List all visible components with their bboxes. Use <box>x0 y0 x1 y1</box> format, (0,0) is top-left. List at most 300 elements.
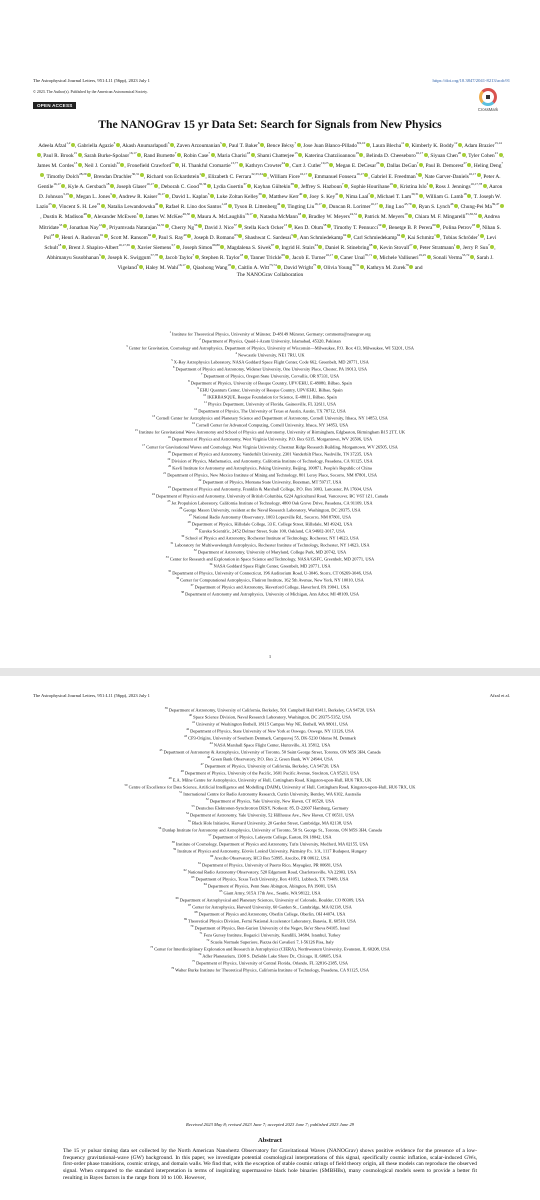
affiliation-item <box>40 562 500 569</box>
orcid-icon[interactable] <box>187 234 191 238</box>
author-affiliation-ref: 27 <box>409 242 413 247</box>
affiliation-item <box>40 414 500 421</box>
orcid-icon[interactable] <box>55 234 59 238</box>
orcid-icon[interactable] <box>302 214 306 218</box>
orcid-icon[interactable] <box>373 255 377 259</box>
author-name: Laura Blecha <box>372 142 402 149</box>
author-name: Chiara M. F. Mingarelli <box>414 214 466 221</box>
author-affiliation-ref: 73,74 <box>269 263 277 268</box>
affiliation-text: Department of Astronomy, Yale University, 52 Hillhouse Ave., New Haven, CT 06511, USA <box>188 812 355 818</box>
orcid-icon[interactable] <box>165 194 169 198</box>
doi-link[interactable]: https://doi.org/10.3847/2041-8213/acdc91 <box>432 78 510 83</box>
affiliation-text: Centre of Excellence for Data Science, Artificial Intelligence and Modelling (DAIM), University of Hull, Cottingham Road, Kingston-upon-Hull, HU6 7RX, UK <box>127 784 416 790</box>
orcid-icon[interactable] <box>415 171 422 177</box>
orcid-icon[interactable] <box>297 143 301 147</box>
author-name: Rand Burnette <box>143 152 175 159</box>
affiliation-text: National Radio Astronomy Observatory, 1003 Lopezville Rd., Socorro, NM 87801, USA <box>191 514 352 520</box>
orcid-icon[interactable] <box>427 255 431 259</box>
author-affiliation-ref: 7 <box>208 151 211 156</box>
affiliation-item <box>40 769 500 776</box>
orcid-icon[interactable] <box>140 173 144 177</box>
author-affiliation-ref: 35,36,52 <box>465 212 478 217</box>
orcid-icon[interactable] <box>412 204 416 208</box>
orcid-icon[interactable] <box>78 153 82 157</box>
orcid-icon[interactable] <box>380 163 384 167</box>
orcid-icon[interactable] <box>37 153 41 157</box>
orcid-icon[interactable] <box>52 204 56 208</box>
affiliation-text: University of Washington Bothell, 18115 Campus Way NE, Bothell, WA 98011, USA <box>194 721 349 727</box>
author-affiliation-ref: 42 <box>154 202 159 207</box>
author-name: Megan L. Jones <box>76 193 111 200</box>
affiliation-text: Laboratory for Multiwavelength Astrophysics, Rochester Institute of Technology, Rochester, NY 14623, USA <box>173 542 370 548</box>
orcid-icon[interactable] <box>347 234 351 238</box>
author-name: Peter A. Gentile <box>37 173 501 190</box>
author-affiliation-ref: 24,51 <box>349 212 358 217</box>
author-name: Ingrid H. Stairs <box>281 244 315 251</box>
crossmark-badge[interactable] <box>475 88 501 112</box>
orcid-icon[interactable] <box>101 204 105 208</box>
author-name: Timothy Dolch <box>46 173 80 180</box>
orcid-icon[interactable] <box>222 143 226 147</box>
affiliation-item <box>40 804 500 811</box>
author-name: Elizabeth C. Ferrara <box>208 173 252 180</box>
author-affiliation-ref: 16,17 <box>415 151 424 156</box>
author-name: Ken D. Olum <box>294 224 324 231</box>
author-affiliation-ref: 16,17 <box>314 202 322 207</box>
affiliation-number: 58 <box>171 839 175 844</box>
author-name: Bradley W. Meyers <box>308 214 350 221</box>
orcid-icon[interactable] <box>419 194 423 198</box>
affiliation-number: 22 <box>198 477 202 482</box>
affiliation-number: 49 <box>168 776 172 781</box>
affiliation-item <box>40 534 500 541</box>
affiliation-item <box>40 819 500 826</box>
author-name: Nima Laal <box>345 193 369 200</box>
orcid-icon[interactable] <box>488 242 494 249</box>
affiliation-number: 35 <box>168 569 172 574</box>
copyright-line: © 2023. The Author(s). Published by the American Astronomical Society. <box>33 90 148 94</box>
orcid-icon[interactable] <box>136 263 143 269</box>
affiliation-number: 62 <box>183 867 187 872</box>
author-affiliation-ref: 30,31 <box>131 171 140 176</box>
author-name: Ryan S. Lynch <box>418 203 451 210</box>
affiliation-number: 64 <box>203 881 207 886</box>
author-affiliation-ref: 3 <box>136 212 139 217</box>
affiliation-number: 5 <box>171 358 173 363</box>
author-affiliation-ref: 58 <box>323 222 327 227</box>
orcid-icon[interactable] <box>379 204 383 208</box>
author-name: Jing Luo <box>385 203 405 210</box>
affiliation-text: International Centre for Radio Astronomy Research, Curtin University, Bentley, WA 6102, Australia <box>182 791 361 797</box>
author-name: Shashwat C. Sardesai <box>244 234 292 241</box>
affiliation-text: Department of Physics, Hillsdale College, 33 E. College Street, Hillsdale, MI 49242, USA <box>190 521 353 527</box>
author-name: Caitlin A. Witt <box>237 265 270 272</box>
author-name: Shami Chatterjee <box>257 152 295 159</box>
author-affiliation-ref: 13 <box>283 222 288 227</box>
affiliation-text: Division of Physics, Mathematics, and Astronomy, California Institute of Technology, Pasadena, CA 91125, USA <box>170 458 373 464</box>
orcid-icon[interactable] <box>393 184 397 188</box>
author-affiliation-ref: 18 <box>50 232 55 237</box>
affiliation-item <box>40 541 500 548</box>
orcid-icon[interactable] <box>470 255 474 259</box>
author-name: Andrea Mitridate <box>39 214 500 231</box>
author-name: Kathryn M. Zurek <box>366 265 406 272</box>
orcid-icon[interactable] <box>175 163 179 167</box>
author-name: Heling Deng <box>473 163 502 170</box>
author-name: Dallas DeGan <box>386 163 417 170</box>
affiliation-number: 11 <box>203 400 207 405</box>
orcid-icon[interactable] <box>281 204 285 208</box>
orcid-icon[interactable] <box>262 194 266 198</box>
affiliation-text: Department of Physics, University of Central Florida, Orlando, FL 32816-2385, USA <box>194 960 349 966</box>
orcid-icon[interactable] <box>102 224 106 228</box>
affiliation-item <box>40 386 500 393</box>
author-affiliation-ref: 7 <box>192 253 195 258</box>
affiliation-text: Department of Physics and Astronomy, University of British Columbia, 6224 Agricultural Road, Vancouver, BC V6T 1Z1, Canada <box>154 493 389 499</box>
author-name: Polina Petrov <box>442 224 472 231</box>
orcid-icon[interactable] <box>288 224 292 228</box>
author-affiliation-ref: 13 <box>294 151 298 156</box>
affiliation-text: Eureka Scientific, 2452 Delmer Street, Suite 100, Oakland, CA 94602-3017, USA <box>198 528 345 534</box>
affiliation-item <box>40 576 500 583</box>
orcid-icon[interactable] <box>251 153 255 157</box>
affiliation-text: Department of Astronomy, University of Maryland, College Park, MD 20742, USA <box>196 549 347 555</box>
author-affiliation-ref: 1 <box>453 242 456 247</box>
author-affiliation-ref: 38 <box>290 181 294 186</box>
orcid-icon[interactable] <box>382 224 386 228</box>
affiliation-item <box>40 966 500 973</box>
affiliation-number: 66 <box>175 895 179 900</box>
author-name: Sophie Hourihane <box>350 183 390 190</box>
affiliation-number: 26 <box>179 505 183 510</box>
author-affiliation-ref: 25 <box>48 202 52 207</box>
orcid-icon[interactable] <box>167 141 174 147</box>
orcid-icon[interactable] <box>201 173 205 177</box>
author-name: Kayhan Gültekin <box>253 183 291 190</box>
orcid-icon[interactable] <box>87 214 91 218</box>
affiliation-text: Deutsches Elektronen-Synchrotron DESY, Notkestr. 85, D-22607 Hamburg, Germany <box>194 805 349 811</box>
orcid-icon[interactable] <box>467 163 471 167</box>
orcid-icon[interactable] <box>499 153 503 157</box>
orcid-icon[interactable] <box>62 245 66 249</box>
author-affiliation-ref: 59 <box>378 222 382 227</box>
author-name: Natalia Lewandowska <box>107 203 155 210</box>
author-affiliation-ref: 20 <box>457 151 462 156</box>
author-affiliation-ref: 61 <box>100 232 104 237</box>
orcid-icon[interactable] <box>131 245 135 249</box>
affiliation-item <box>40 776 500 783</box>
affiliation-text: Department of Physics, Yale University, New Haven, CT 06520, USA <box>208 798 335 804</box>
author-name: Paul R. Brook <box>43 152 74 159</box>
orcid-icon[interactable] <box>500 204 504 208</box>
author-name: Katerina Chatziioannou <box>304 152 356 159</box>
affiliation-item <box>40 443 500 450</box>
orcid-icon[interactable] <box>477 232 484 238</box>
orcid-icon[interactable] <box>467 194 471 198</box>
author-affiliation-ref: 19 <box>96 202 101 207</box>
affiliation-number: 71 <box>199 931 203 935</box>
affiliation-text: Department of Physics, Oregon State University, Corvallis, OR 97331, USA <box>202 373 340 379</box>
orcid-icon[interactable] <box>231 265 235 269</box>
crossmark-icon <box>479 88 497 106</box>
orcid-icon[interactable] <box>334 255 338 259</box>
affiliation-list-continued <box>40 706 500 973</box>
orcid-icon[interactable] <box>136 212 143 218</box>
affiliation-number: 39 <box>164 706 168 710</box>
affiliation-number: 12 <box>194 407 198 412</box>
orcid-icon[interactable] <box>285 163 289 167</box>
author-name: Natasha McMann <box>259 214 298 221</box>
orcid-icon[interactable] <box>294 184 298 188</box>
affiliation-item <box>40 337 500 344</box>
author-affiliation-ref: 69 <box>281 253 285 258</box>
orcid-icon[interactable] <box>293 234 297 238</box>
orcid-icon[interactable] <box>408 214 412 218</box>
orcid-icon[interactable] <box>98 253 105 259</box>
orcid-icon[interactable] <box>159 204 163 208</box>
author-name: Jacob E. Turner <box>291 254 326 261</box>
orcid-icon[interactable] <box>359 153 363 157</box>
affiliation-text: Cornell Center for Astrophysics and Planetary Science and Department of Astronomy, Cornell University, Ithaca, NY 14853, USA <box>155 415 388 421</box>
author-affiliation-ref: 18 <box>297 212 302 217</box>
orcid-icon[interactable] <box>61 184 65 188</box>
orcid-icon[interactable] <box>285 255 289 259</box>
affiliation-number: 29 <box>195 526 199 531</box>
affiliation-item <box>40 734 500 741</box>
author-name: Tingting Liu <box>287 203 315 210</box>
orcid-icon[interactable] <box>478 214 482 218</box>
author-affiliation-ref: 11 <box>401 141 405 145</box>
affiliation-item <box>40 330 500 337</box>
author-affiliation-ref: 70,71 <box>364 253 373 258</box>
orcid-icon[interactable] <box>426 181 433 188</box>
orcid-icon[interactable] <box>454 204 458 208</box>
orcid-icon[interactable] <box>409 265 413 269</box>
affiliation-item <box>40 464 500 471</box>
affiliation-item <box>40 590 500 597</box>
author-name: Sonali Verma <box>433 254 463 261</box>
author-name: Stephen R. Taylor <box>201 254 240 261</box>
author-affiliation-ref: 18 <box>227 263 231 268</box>
author-name: Brent J. Shapiro-Albert <box>68 244 119 251</box>
affiliation-number: 59 <box>173 846 177 851</box>
orcid-icon[interactable] <box>120 163 124 167</box>
orcid-icon[interactable] <box>69 194 73 198</box>
affiliation-item <box>40 379 500 386</box>
affiliation-item <box>40 875 500 882</box>
author-affiliation-ref: 13,77 <box>230 161 239 166</box>
orcid-icon[interactable] <box>329 163 333 167</box>
affiliation-text: Department of Physics, Texas Tech University, Box 41051, Lubbock, TX 79409, USA <box>194 876 349 882</box>
author-name: William G. Lamb <box>425 193 464 200</box>
orcid-icon[interactable] <box>239 163 243 167</box>
author-affiliation-ref: 16,17 <box>157 191 165 196</box>
author-affiliation-ref: 19 <box>389 181 393 186</box>
orcid-icon[interactable] <box>360 265 364 269</box>
affiliation-item <box>40 421 500 428</box>
affiliation-text: Department of Physics, The University of Texas at Austin, Austin, TX 78712, USA <box>197 408 346 414</box>
affiliation-item <box>40 713 500 720</box>
orcid-icon[interactable] <box>275 245 279 249</box>
orcid-icon[interactable] <box>207 184 211 188</box>
affiliation-number: 16 <box>167 435 171 440</box>
author-affiliation-ref: 7 <box>488 242 490 247</box>
affiliation-number: 63 <box>191 874 195 879</box>
orcid-icon[interactable] <box>195 255 199 259</box>
orcid-icon[interactable] <box>40 173 44 177</box>
orcid-icon[interactable] <box>373 245 377 249</box>
affiliation-number: 33 <box>165 555 169 559</box>
orcid-icon[interactable] <box>308 173 312 177</box>
abstract-heading: Abstract <box>258 1137 282 1144</box>
affiliation-number: 48 <box>180 769 184 774</box>
orcid-icon[interactable] <box>104 234 108 238</box>
affiliation-number: 3 <box>126 344 128 349</box>
orcid-icon[interactable] <box>110 191 116 198</box>
affiliation-text: Department of Astronomy and Astrophysics, University of Michigan, Ann Arbor, MI 48109, USA <box>184 591 359 597</box>
author-name: David J. Nice <box>204 224 234 231</box>
abstract-text: The 15 yr pulsar timing data set collected by the North American Nanohertz Observatory for Gravitational Waves (NANOGrav) shows positive evidence for the presence of a low-frequency gravitational-wave (GW) background. In this paper, we investigate potential cosmological interpretations of this signal, specifically cosmic inflation, scalar-induced GWs, first-order phase transitions, cosmic strings, and domain walls. We find that, with the exception of stable cosmic strings of field theory origin, all these models can reproduce the observed signal. When compared to the standard interpretation in terms of inspiraling supermassive black hole binaries (SMBHBs), many cosmological models seem to provide a better fit resulting in Bayes factors in the range from 10 to 100. However, <box>63 1148 477 1181</box>
affiliation-number: 41 <box>191 720 195 725</box>
affiliation-item <box>40 365 500 372</box>
author-affiliation-ref: 3 <box>291 232 293 237</box>
orcid-icon[interactable] <box>238 224 242 228</box>
affiliation-item <box>40 492 500 499</box>
orcid-icon[interactable] <box>238 234 242 238</box>
author-affiliation-ref: 1 <box>477 232 480 237</box>
orcid-icon[interactable] <box>341 181 348 188</box>
orcid-icon[interactable] <box>453 242 460 249</box>
author-name: Stella Koch Ocker <box>244 224 284 231</box>
orcid-icon[interactable] <box>87 173 91 177</box>
affiliation-number: 68 <box>194 909 198 914</box>
author-affiliation-ref: 76 <box>405 263 409 268</box>
orcid-icon[interactable] <box>154 184 158 188</box>
author-affiliation-ref: 13,14 <box>494 141 502 145</box>
affiliation-item <box>40 344 500 351</box>
orcid-icon[interactable] <box>462 153 466 157</box>
orcid-icon[interactable] <box>358 214 362 218</box>
author-affiliation-ref: 3 <box>110 191 112 196</box>
affiliation-number: 53 <box>191 804 195 809</box>
orcid-icon[interactable] <box>339 194 343 198</box>
affiliation-text: E.A. Milne Centre for Astrophysics, University of Hull, Cottingham Road, Kingston-upon-Hull, HU6 7RX, UK <box>171 777 372 783</box>
orcid-icon[interactable] <box>211 153 215 157</box>
orcid-icon[interactable] <box>257 141 264 147</box>
affiliation-text: Department of Physics, New Mexico Institute of Mining and Technology, 801 Leroy Place, Socorro, NM 87801, USA <box>166 472 377 478</box>
orcid-icon[interactable] <box>368 191 374 198</box>
orcid-icon[interactable] <box>416 161 423 167</box>
orcid-icon[interactable] <box>113 141 120 147</box>
affiliation-item <box>40 924 500 931</box>
orcid-icon[interactable] <box>253 214 257 218</box>
affiliation-text: Department of Physics, University of Basque Country, UPV/EHU, E-48080, Bilbao, Spain <box>189 380 352 386</box>
orcid-icon[interactable] <box>186 265 190 269</box>
orcid-icon[interactable] <box>476 224 480 228</box>
orcid-icon[interactable] <box>318 245 322 249</box>
orcid-icon[interactable] <box>152 234 156 238</box>
orcid-icon[interactable] <box>71 143 75 147</box>
orcid-icon[interactable] <box>244 255 248 259</box>
orcid-icon[interactable] <box>413 245 417 249</box>
author-name: Henri A. Radovan <box>61 234 101 241</box>
author-name: Belinda D. Cheeseboro <box>366 152 416 159</box>
author-name: Peter Stratmann <box>419 244 454 251</box>
author-name: Rafael R. Lino dos Santos <box>165 203 222 210</box>
author-name: Nihan S. Pol <box>43 224 501 241</box>
orcid-icon[interactable] <box>317 265 321 269</box>
orcid-icon[interactable] <box>198 224 202 228</box>
affiliation-item <box>40 783 500 790</box>
orcid-icon[interactable] <box>322 204 326 208</box>
affiliation-text: Department of Astronomy & Astrophysics, University of Toronto, 50 Saint George Street, Toronto, ON M5S 3H4, Canada <box>162 749 381 755</box>
orcid-icon[interactable] <box>263 173 267 177</box>
orcid-icon[interactable] <box>303 194 307 198</box>
affiliation-text: Department of Physics, Penn State Abington, Abington, PA 19001, USA <box>206 883 337 889</box>
orcid-icon[interactable] <box>191 214 195 218</box>
orcid-icon[interactable] <box>458 143 462 147</box>
author-affiliation-ref: 23 <box>171 161 175 166</box>
orcid-icon[interactable] <box>78 163 82 167</box>
affiliation-item <box>40 959 500 966</box>
orcid-icon[interactable] <box>298 153 302 157</box>
author-affiliation-ref: 7 <box>294 141 297 145</box>
author-name: Kyle A. Gersbach <box>67 183 107 190</box>
received-dates: Received 2023 May 8; revised 2023 June 7; accepted 2023 June 7; published 2023 June 29 <box>185 1122 355 1127</box>
orcid-icon[interactable] <box>327 224 331 228</box>
affiliation-item <box>40 485 500 492</box>
orcid-icon[interactable] <box>277 265 281 269</box>
author-affiliation-ref: 67 <box>271 242 275 247</box>
author-name: Paul B. Demorest <box>425 163 464 170</box>
orcid-icon[interactable] <box>207 191 214 198</box>
affiliation-number: 4 <box>235 351 237 356</box>
orcid-icon[interactable] <box>165 224 169 228</box>
author-name: Emmanuel Fonseca <box>314 173 357 180</box>
orcid-icon[interactable] <box>174 151 181 157</box>
affiliation-number: 42 <box>186 727 190 732</box>
author-affiliation-ref: 64 <box>397 232 401 237</box>
orcid-icon[interactable] <box>228 204 232 208</box>
orcid-icon[interactable] <box>364 173 368 177</box>
author-name: Alexander McEwen <box>93 214 137 221</box>
author-name: Sarah J. Vigeland <box>117 254 494 272</box>
affiliation-text: IKERBASQUE, Basque Foundation for Science, E-48011, Bilbao, Spain <box>206 394 337 400</box>
orcid-icon[interactable] <box>366 143 370 147</box>
orcid-icon[interactable] <box>110 184 114 188</box>
orcid-icon[interactable] <box>220 245 224 249</box>
orcid-icon[interactable] <box>436 234 440 238</box>
orcid-icon[interactable] <box>436 224 440 228</box>
orcid-icon[interactable] <box>477 173 481 177</box>
author-affiliation-ref: 5 <box>220 141 222 145</box>
affiliation-item <box>40 457 500 464</box>
affiliation-number: 60 <box>210 853 214 858</box>
orcid-icon[interactable] <box>401 234 405 238</box>
orcid-icon[interactable] <box>424 153 428 157</box>
author-affiliation-ref: 44 <box>276 202 281 207</box>
orcid-icon[interactable] <box>137 153 141 157</box>
orcid-icon[interactable] <box>159 255 163 259</box>
author-name: Siyuan Chen <box>430 152 458 159</box>
affiliation-text: Institute of Cosmology, Department of Physics and Astronomy, Tufts University, Medford, MA 02155, USA <box>174 841 369 847</box>
orcid-icon[interactable] <box>63 224 67 228</box>
orcid-icon[interactable] <box>247 184 251 188</box>
orcid-icon[interactable] <box>483 184 487 188</box>
orcid-icon[interactable] <box>176 245 180 249</box>
affiliation-text: Department of Physics, University of California, Berkeley, CA 94720, USA <box>203 763 340 769</box>
orcid-icon[interactable] <box>405 143 409 147</box>
